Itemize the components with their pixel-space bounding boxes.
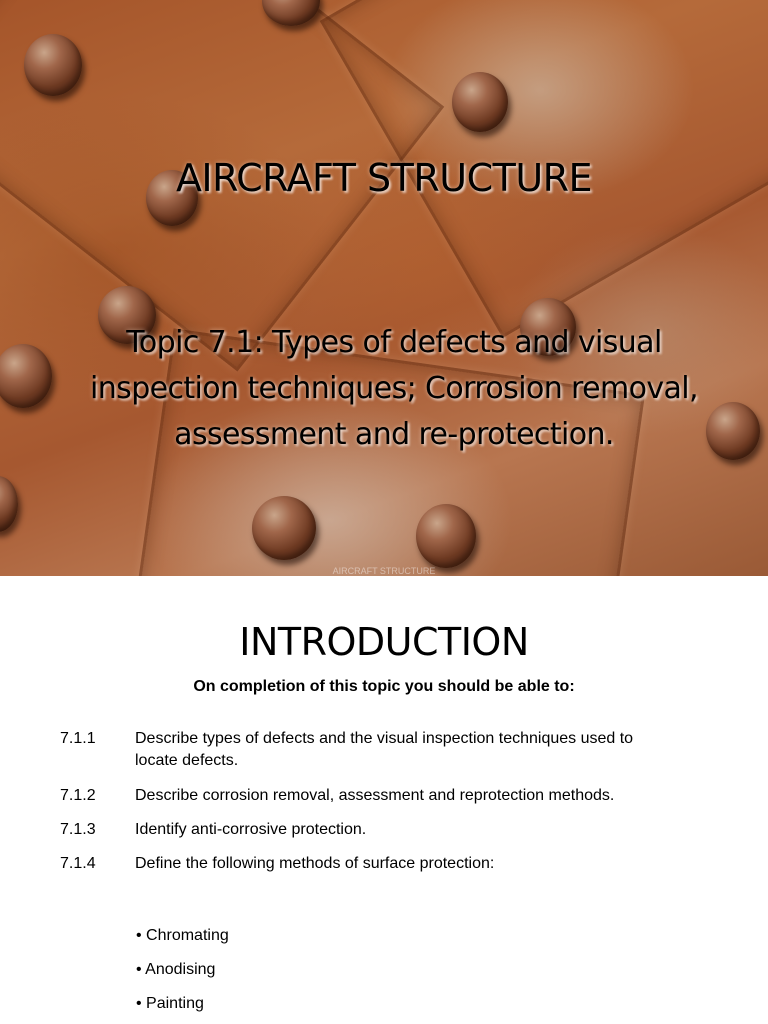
introduction-slide (0, 576, 768, 1024)
bullet-item: • Chromating (136, 927, 229, 944)
objective-number: 7.1.2 (60, 787, 96, 804)
rivet (0, 344, 52, 408)
slide-title: AIRCRAFT STRUCTURE (175, 156, 593, 200)
rivet (706, 402, 760, 460)
objective-text: Describe types of defects and the visual inspection techniques used to locate defects. (135, 730, 634, 769)
objective-text: Define the following methods of surface protection: (135, 855, 495, 872)
objective-number: 7.1.1 (60, 730, 96, 747)
objective-number: 7.1.3 (60, 821, 96, 838)
objective-text: Identify anti-corrosive protection. (135, 821, 367, 838)
topic-heading: Topic 7.1: Types of defects and visual inspection techniques; Corrosion removal, assessment and re-protection. (90, 325, 698, 452)
bullet-item: • Anodising (136, 961, 216, 978)
slide-footer: AIRCRAFT STRUCTURE (332, 566, 436, 576)
rivet (0, 476, 18, 532)
rivet (24, 34, 82, 96)
slide-subtitle: On completion of this topic you should be able to: (193, 678, 575, 695)
rivet (416, 504, 476, 568)
rivet (252, 496, 316, 560)
objective-number: 7.1.4 (60, 855, 96, 872)
slide-title: INTRODUCTION (239, 620, 529, 664)
objective-text: Describe corrosion removal, assessment and reprotection methods. (135, 787, 615, 804)
rivet (452, 72, 508, 132)
bullet-item: • Painting (136, 995, 204, 1012)
